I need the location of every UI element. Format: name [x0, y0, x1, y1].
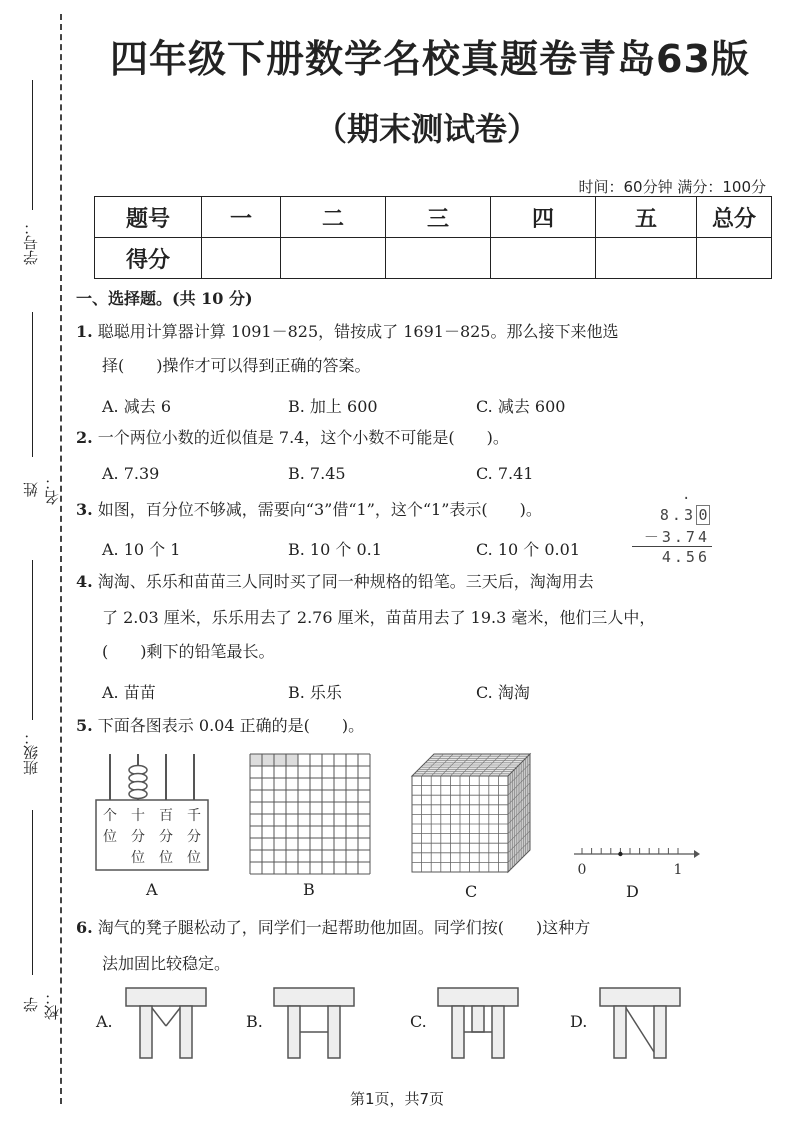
minuend: 8.3 [659, 506, 696, 524]
borrow-dot: · [682, 491, 691, 507]
question-number: 5. [76, 716, 93, 735]
page-title: 四年级下册数学名校真题卷青岛63版 [110, 37, 750, 81]
question-number: 2. [76, 428, 93, 447]
option-b[interactable]: B. 7.45 [288, 464, 346, 483]
stool-a-figure[interactable] [124, 986, 210, 1062]
abacus-label: 千 [187, 808, 201, 824]
question-text: 淘淘、乐乐和苗苗三人同时买了同一种规格的铅笔。三天后，淘淘用去 [97, 572, 594, 591]
question-text: 如图，百分位不够减，需要向“3”借“1”，这个“1”表示( )。 [97, 500, 542, 519]
stool-c-figure[interactable] [436, 986, 522, 1062]
option-b[interactable]: B. 乐乐 [288, 683, 342, 702]
subtraction-figure [628, 491, 712, 566]
abacus-label: 位 [187, 850, 201, 866]
question-1-line2: 择( )操作才可以得到正确的答案。 [102, 356, 371, 375]
question-1 [76, 322, 619, 342]
score-table [94, 196, 772, 279]
name-field[interactable] [20, 312, 61, 512]
question-number: 1. [76, 322, 93, 341]
difference: 4.56 [661, 548, 710, 566]
stool-b-figure[interactable] [272, 986, 358, 1062]
option-c[interactable]: C. 减去 600 [476, 397, 566, 416]
figure-label: B [303, 880, 315, 899]
score-header-cell: 五 [596, 197, 697, 238]
question-5 [76, 716, 364, 736]
option-b[interactable]: B. 加上 600 [288, 397, 378, 416]
option-c[interactable]: C. 淘淘 [476, 683, 530, 702]
abacus-label: 分 [131, 829, 145, 845]
question-text: 淘气的凳子腿松动了，同学们一起帮助他加固。同学们按( )这种方 [97, 918, 591, 937]
score-input-cell[interactable] [697, 238, 772, 279]
page-subtitle: （期末测试卷） [314, 110, 539, 148]
calc-line [632, 546, 712, 547]
abacus-label: 位 [103, 829, 117, 845]
figure-label: A [146, 880, 158, 899]
option-a[interactable]: A. 减去 6 [102, 397, 171, 416]
stool-d-figure[interactable] [598, 986, 684, 1062]
hundred-grid-figure[interactable] [248, 752, 372, 876]
abacus-label: 分 [159, 829, 173, 845]
option-c[interactable]: C. 10 个 0.01 [476, 540, 581, 559]
figure-label: C [465, 882, 478, 901]
question-text: 聪聪用计算器计算 1091－825，错按成了 1691－825。那么接下来他选 [97, 322, 619, 341]
thousand-cube-figure[interactable] [408, 750, 538, 880]
score-input-cell[interactable] [386, 238, 491, 279]
boxed-digit: 0 [696, 505, 710, 525]
number-line-label-1: 1 [673, 862, 683, 878]
figure-label: D [626, 882, 639, 901]
stool-option-label[interactable]: B. [246, 1012, 263, 1031]
score-header-cell: 总分 [697, 197, 772, 238]
question-2 [76, 428, 509, 448]
school-label: 学校： [22, 990, 61, 1020]
score-row-label: 得分 [95, 238, 202, 279]
binding-dashed-line [60, 14, 62, 1104]
time-info: 时间：60分钟 满分：100分 [578, 178, 766, 196]
class-label: 班级： [22, 730, 40, 775]
question-4-line2: 了 2.03 厘米，乐乐用去了 2.76 厘米，苗苗用去了 19.3 毫米，他们三人中， [102, 608, 656, 627]
abacus-label: 分 [187, 829, 201, 845]
score-header-cell: 题号 [95, 197, 202, 238]
option-c[interactable]: C. 7.41 [476, 464, 534, 483]
option-a[interactable]: A. 苗苗 [102, 683, 156, 702]
stool-option-label[interactable]: A. [96, 1012, 113, 1031]
abacus-label: 百 [159, 808, 173, 824]
score-input-cell[interactable] [202, 238, 281, 279]
abacus-figure[interactable] [92, 748, 212, 874]
question-text: 下面各图表示 0.04 正确的是( )。 [97, 716, 365, 735]
student-id-label: 学号： [22, 220, 40, 265]
score-header-cell: 二 [281, 197, 386, 238]
abacus-bead [129, 790, 147, 799]
question-number: 4. [76, 572, 93, 591]
score-table-score-row [95, 238, 772, 279]
page-footer: 第1页，共7页 [349, 1090, 445, 1108]
abacus-label: 位 [131, 850, 145, 866]
score-header-cell: 一 [202, 197, 281, 238]
score-header-cell: 四 [491, 197, 596, 238]
abacus-label: 个 [103, 808, 117, 824]
score-input-cell[interactable] [596, 238, 697, 279]
class-field[interactable] [20, 560, 48, 775]
abacus-label: 十 [131, 808, 145, 824]
question-3 [76, 500, 542, 520]
score-input-cell[interactable] [281, 238, 386, 279]
score-table-header-row [95, 197, 772, 238]
number-line-figure[interactable] [570, 840, 700, 880]
option-b[interactable]: B. 10 个 0.1 [288, 540, 382, 559]
score-input-cell[interactable] [491, 238, 596, 279]
question-6-line2: 法加固比较稳定。 [102, 954, 231, 973]
question-number: 6. [76, 918, 93, 937]
school-field[interactable] [20, 810, 61, 1025]
question-4-line3: ( )剩下的铅笔最长。 [102, 642, 275, 661]
number-line-label-0: 0 [577, 862, 587, 878]
question-text: 一个两位小数的近似值是 7.4，这个小数不可能是( )。 [97, 428, 509, 447]
option-a[interactable]: A. 10 个 1 [102, 540, 181, 559]
stool-option-label[interactable]: D. [570, 1012, 588, 1031]
name-label: 姓名： [22, 475, 61, 505]
question-number: 3. [76, 500, 93, 519]
question-6 [76, 918, 590, 938]
section-heading: 一、选择题。(共 10 分) [76, 289, 253, 308]
score-header-cell: 三 [386, 197, 491, 238]
abacus-label: 位 [159, 850, 173, 866]
option-a[interactable]: A. 7.39 [102, 464, 160, 483]
stool-option-label[interactable]: C. [410, 1012, 427, 1031]
subtrahend: －3.74 [643, 528, 710, 546]
question-4 [76, 572, 594, 592]
